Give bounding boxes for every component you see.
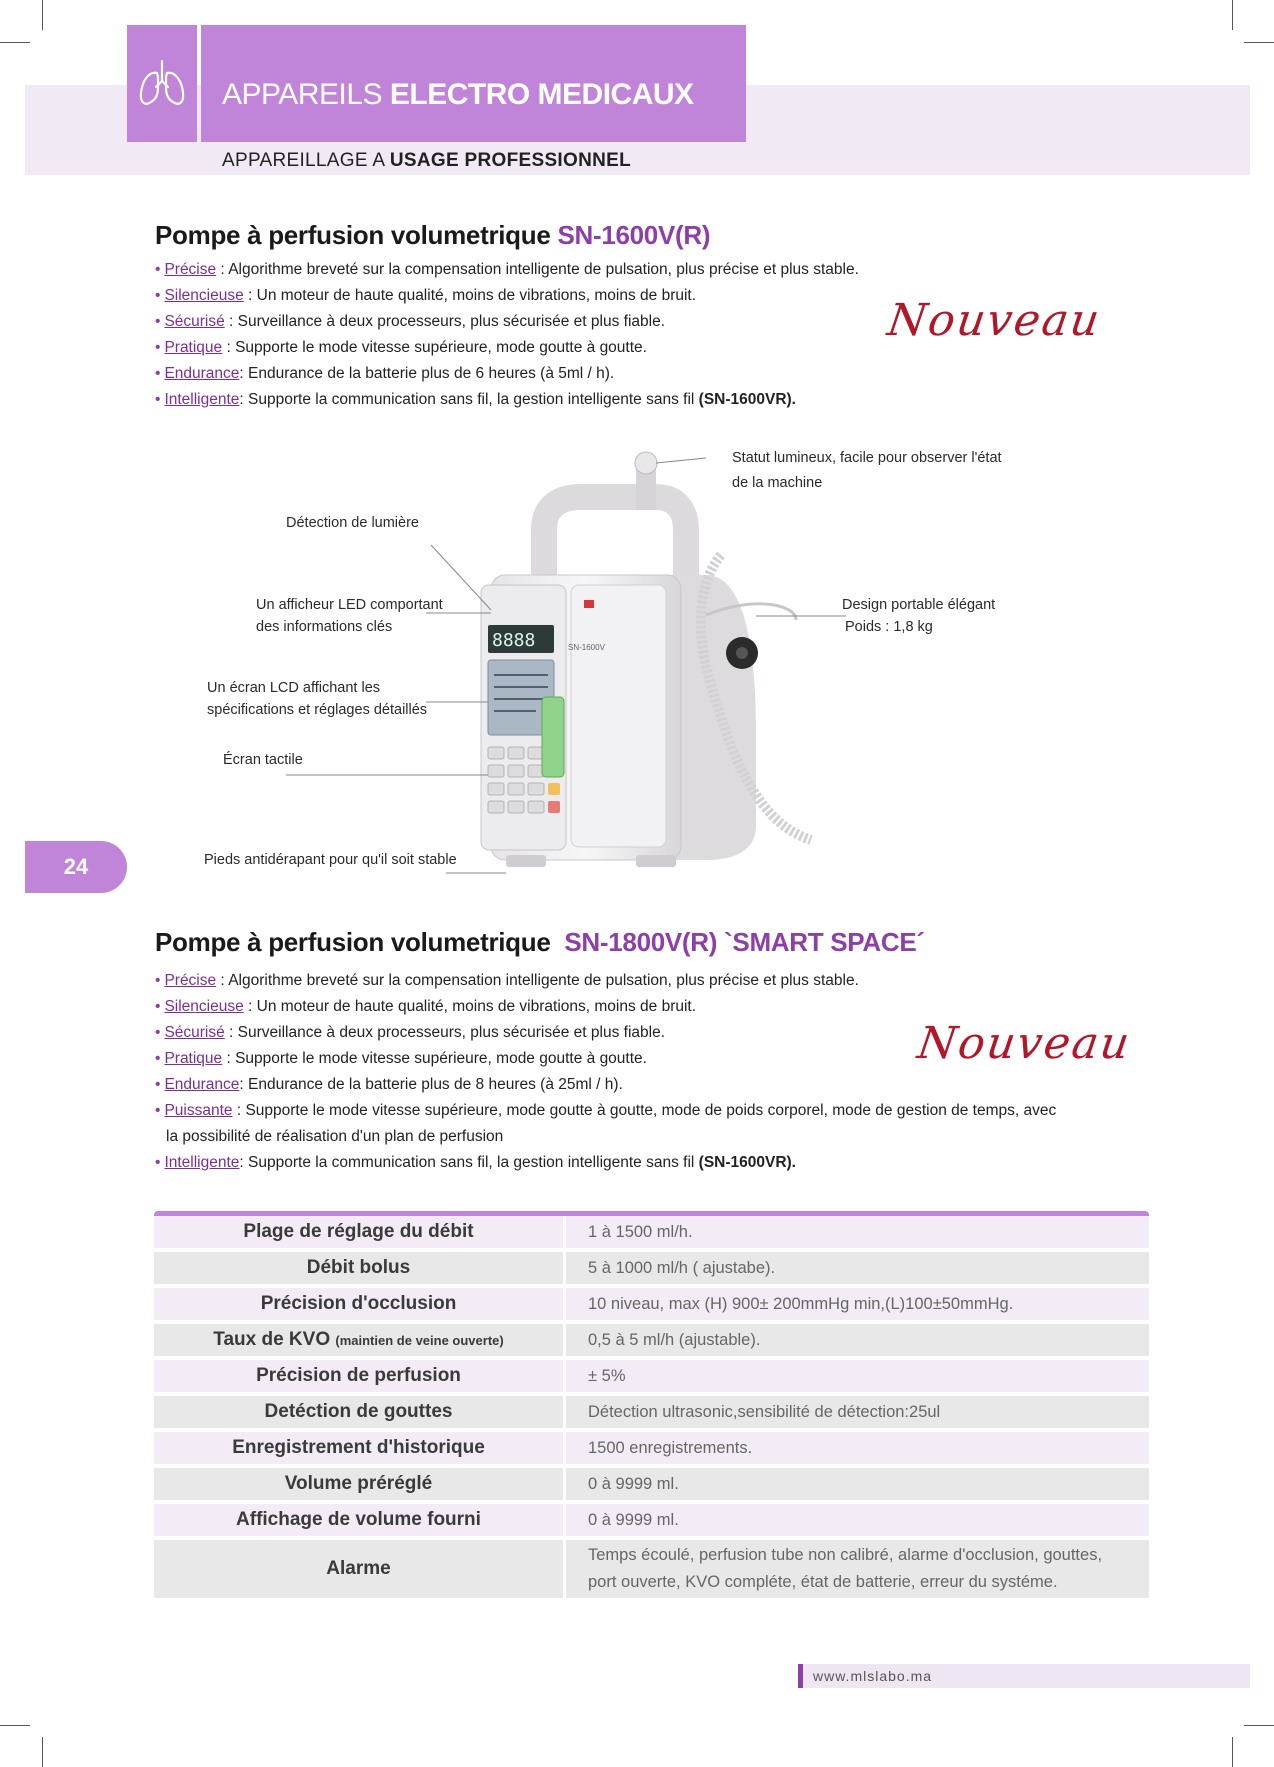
feature-name: Sécurisé <box>164 313 225 330</box>
spec-row <box>154 1324 1149 1356</box>
feature-name: Silencieuse <box>164 287 244 304</box>
bullet: • <box>155 972 161 989</box>
spec-value: 10 niveau, max (H) 900± 200mmHg min,(L)100±50mmHg. <box>566 1288 1149 1320</box>
feature-text: Un moteur de haute qualité, moins de vibrations, moins de bruit. <box>256 287 697 304</box>
spec-row <box>154 1504 1149 1536</box>
feature-separator: : <box>239 1076 249 1093</box>
infusion-pump-illustration <box>236 435 900 905</box>
bullet: • <box>155 998 161 1015</box>
feature-name: Intelligente <box>164 1154 240 1171</box>
feature-name: Précise <box>164 261 217 278</box>
callout-statut: Statut lumineux, facile pour observer l'état de la machine <box>732 450 1002 491</box>
feature-name: Pratique <box>164 1050 223 1067</box>
feature-item <box>155 994 1056 1020</box>
spec-row <box>154 1468 1149 1500</box>
spec-label-note: (maintien de veine ouverte) <box>335 1333 504 1348</box>
nouveau-badge: Nouveau <box>884 295 1105 346</box>
product2-title: Pompe à perfusion volumetrique SN-1800V(R) `SMART SPACE´ <box>155 927 925 957</box>
feature-item <box>155 387 859 413</box>
feature-text: Algorithme breveté sur la compensation intelligente de pulsation, plus précise et plus stable. <box>228 261 859 278</box>
feature-item <box>155 283 859 309</box>
feature-text: Algorithme breveté sur la compensation intelligente de pulsation, plus précise et plus stable. <box>228 972 859 989</box>
device-diagram <box>236 435 900 905</box>
spec-row <box>154 1540 1149 1598</box>
spec-value: 5 à 1000 ml/h ( ajustabe). <box>566 1252 1149 1284</box>
bullet: • <box>155 261 161 278</box>
crop-mark <box>1244 42 1274 43</box>
spec-label: Volume préréglé <box>154 1468 566 1500</box>
crop-mark <box>1232 0 1233 30</box>
callout-design: Design portable élégant Poids : 1,8 kg <box>842 597 996 635</box>
crop-mark <box>0 42 30 43</box>
spec-row <box>154 1432 1149 1464</box>
callout-touch: Écran tactile <box>223 752 303 768</box>
feature-text: Supporte le mode vitesse supérieure, mode goutte à goutte. <box>235 1050 647 1067</box>
feature-text: Endurance de la batterie plus de 8 heures (à 25ml / h). <box>248 1076 623 1093</box>
feature-model-note: (SN-1600VR). <box>698 1154 796 1171</box>
feature-separator: : <box>239 1154 249 1171</box>
page-title: APPAREILS ELECTRO MEDICAUX <box>222 78 694 111</box>
spec-row <box>154 1288 1149 1320</box>
feature-name: Pratique <box>164 339 223 356</box>
spec-label: Plage de réglage du débit <box>154 1216 566 1248</box>
crop-mark <box>42 1737 43 1767</box>
product1-feature-list <box>155 257 859 413</box>
spec-value: Détection ultrasonic,sensibilité de détection:25ul <box>566 1396 1149 1428</box>
feature-name: Puissante <box>164 1102 233 1119</box>
feature-item <box>155 1072 1056 1098</box>
spec-value: 0 à 9999 ml. <box>566 1504 1149 1536</box>
crop-mark <box>42 0 43 30</box>
footer-url: www.mlslabo.ma <box>798 1664 1250 1688</box>
feature-name: Précise <box>164 972 217 989</box>
feature-name: Silencieuse <box>164 998 244 1015</box>
spec-value: 0,5 à 5 ml/h (ajustable). <box>566 1324 1149 1356</box>
spec-value: 0 à 9999 ml. <box>566 1468 1149 1500</box>
bullet: • <box>155 365 161 382</box>
feature-model-note: (SN-1600VR). <box>698 391 796 408</box>
product1-title: Pompe à perfusion volumetrique SN-1600V(R) <box>155 220 711 250</box>
nouveau-badge: Nouveau <box>914 1018 1135 1069</box>
spec-label: Enregistrement d'historique <box>154 1432 566 1464</box>
bullet: • <box>155 1154 161 1171</box>
spec-label: Affichage de volume fourni <box>154 1504 566 1536</box>
feature-separator: : <box>224 313 238 330</box>
spec-label: Précision d'occlusion <box>154 1288 566 1320</box>
feature-name: Endurance <box>164 1076 240 1093</box>
spec-label: Alarme <box>154 1540 566 1598</box>
spec-label: Detéction de gouttes <box>154 1396 566 1428</box>
feature-text: Supporte la communication sans fil, la gestion intelligente sans fil <box>248 391 699 408</box>
led-display: 8888 <box>492 630 536 651</box>
bullet: • <box>155 339 161 356</box>
feature-text: Supporte le mode vitesse supérieure, mode goutte à goutte, mode de poids corporel, mode de gestion de temps, avec <box>245 1102 1057 1119</box>
crop-mark <box>0 1725 30 1726</box>
feature-separator: : <box>243 287 257 304</box>
feature-item <box>155 361 859 387</box>
feature-separator: : <box>222 339 236 356</box>
lungs-icon <box>137 57 187 111</box>
feature-name: Endurance <box>164 365 240 382</box>
feature-text: Surveillance à deux processeurs, plus sécurisée et plus fiable. <box>237 1024 666 1041</box>
spec-value: 1500 enregistrements. <box>566 1432 1149 1464</box>
spec-label: Précision de perfusion <box>154 1360 566 1392</box>
spec-row <box>154 1360 1149 1392</box>
feature-text: Supporte le mode vitesse supérieure, mode goutte à goutte. <box>235 339 647 356</box>
feature-separator: : <box>224 1024 238 1041</box>
feature-text: Un moteur de haute qualité, moins de vibrations, moins de bruit. <box>256 998 697 1015</box>
device-model-label: SN-1600V <box>568 643 605 652</box>
spec-row <box>154 1396 1149 1428</box>
callout-detection: Détection de lumière <box>286 515 419 531</box>
feature-text: Supporte la communication sans fil, la gestion intelligente sans fil <box>248 1154 699 1171</box>
bullet: • <box>155 1076 161 1093</box>
callout-feet: Pieds antidérapant pour qu'il soit stable <box>204 852 457 868</box>
spec-label: Débit bolus <box>154 1252 566 1284</box>
bullet: • <box>155 313 161 330</box>
bullet: • <box>155 287 161 304</box>
feature-name: Sécurisé <box>164 1024 225 1041</box>
product2-feature-list <box>155 968 1056 1176</box>
feature-separator: : <box>239 391 249 408</box>
feature-item <box>155 335 859 361</box>
feature-separator: : <box>222 1050 236 1067</box>
feature-text: Surveillance à deux processeurs, plus sécurisée et plus fiable. <box>237 313 666 330</box>
spec-value: Temps écoulé, perfusion tube non calibré, alarme d'occlusion, gouttes, port ouverte, KVO compléte, état de batterie, erreur du systéme. <box>566 1540 1149 1598</box>
bullet: • <box>155 1102 161 1119</box>
spec-row <box>154 1252 1149 1284</box>
feature-item <box>155 257 859 283</box>
feature-separator: : <box>232 1102 246 1119</box>
feature-separator: : <box>239 365 249 382</box>
feature-separator: : <box>243 998 257 1015</box>
feature-item <box>155 968 1056 994</box>
bullet: • <box>155 1050 161 1067</box>
feature-name: Intelligente <box>164 391 240 408</box>
bullet: • <box>155 1024 161 1041</box>
spec-value: 1 à 1500 ml/h. <box>566 1216 1149 1248</box>
feature-item <box>155 1150 1056 1176</box>
feature-item <box>155 1098 1056 1150</box>
feature-separator: : <box>216 261 229 278</box>
feature-item <box>155 309 859 335</box>
feature-separator: : <box>216 972 229 989</box>
spec-table <box>154 1212 1149 1602</box>
crop-mark <box>1244 1725 1274 1726</box>
spec-value: ± 5% <box>566 1360 1149 1392</box>
crop-mark <box>1232 1737 1233 1767</box>
logo-box <box>127 25 197 142</box>
feature-text-continued: la possibilité de réalisation d'un plan de perfusion <box>166 1128 504 1145</box>
feature-text: Endurance de la batterie plus de 6 heures (à 5ml / h). <box>248 365 615 382</box>
bullet: • <box>155 391 161 408</box>
spec-label: Taux de KVO (maintien de veine ouverte) <box>154 1324 566 1356</box>
callout-lcd: Un écran LCD affichant les spécifications et réglages détaillés <box>207 680 428 718</box>
spec-row <box>154 1216 1149 1248</box>
page-subtitle: APPAREILLAGE A USAGE PROFESSIONNEL <box>222 150 631 171</box>
page-number: 24 <box>25 841 127 893</box>
callout-led: Un afficheur LED comportant des informations clés <box>256 597 443 635</box>
